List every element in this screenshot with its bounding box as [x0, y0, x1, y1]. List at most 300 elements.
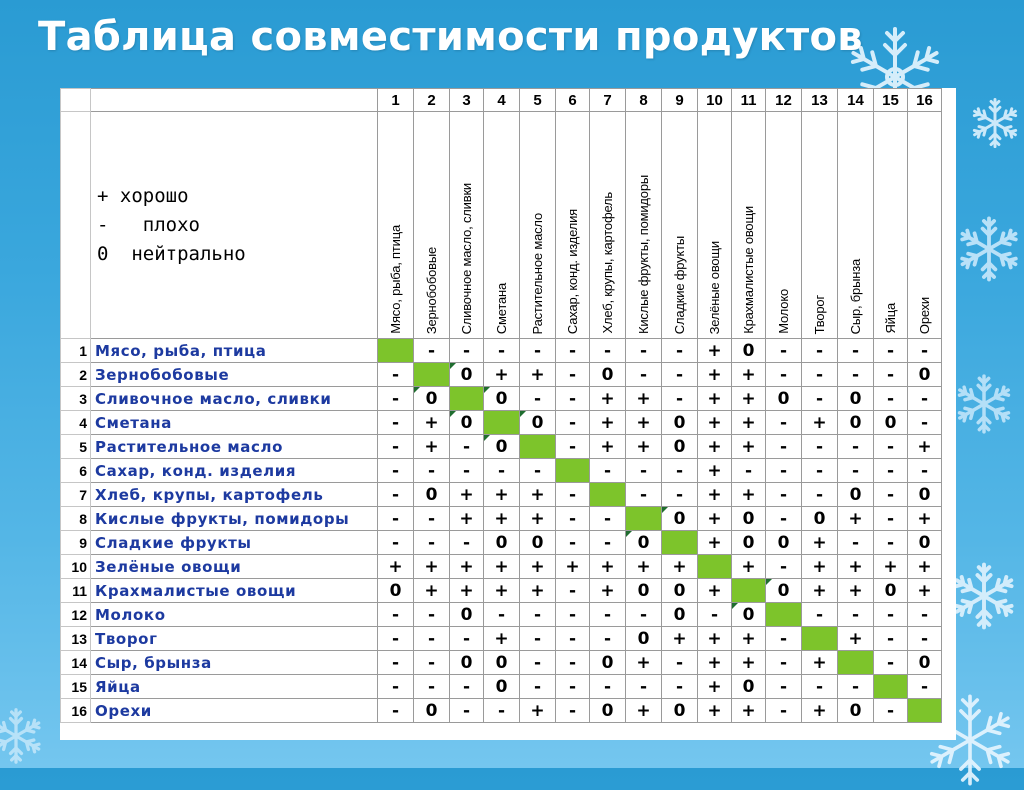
compatibility-cell: - [874, 603, 908, 627]
compatibility-cell: - [590, 627, 626, 651]
compatibility-cell: + [908, 579, 942, 603]
row-label: Творог [91, 627, 378, 651]
table-row [61, 651, 942, 675]
column-label: Молоко [776, 289, 791, 334]
compatibility-sheet [60, 88, 956, 740]
table-row [61, 531, 942, 555]
compatibility-cell: - [378, 627, 414, 651]
compatibility-cell: 0 [450, 603, 484, 627]
row-label: Молоко [91, 603, 378, 627]
column-header [520, 112, 556, 339]
compatibility-cell: + [732, 699, 766, 723]
compatibility-cell: - [766, 651, 802, 675]
compatibility-cell: 0 [662, 603, 698, 627]
compatibility-cell: - [698, 603, 732, 627]
compatibility-cell: - [626, 483, 662, 507]
compatibility-cell: - [908, 459, 942, 483]
diagonal-cell [626, 507, 662, 531]
compatibility-cell: + [838, 555, 874, 579]
compatibility-cell: + [698, 531, 732, 555]
column-number: 4 [484, 89, 520, 112]
compatibility-cell: - [802, 483, 838, 507]
table-row [61, 555, 942, 579]
compatibility-cell: 0 [626, 531, 662, 555]
compatibility-cell: + [450, 555, 484, 579]
row-number: 16 [61, 699, 91, 723]
row-label: Кислые фрукты, помидоры [91, 507, 378, 531]
table-row [61, 339, 942, 363]
compatibility-cell: 0 [732, 603, 766, 627]
table-row [61, 579, 942, 603]
compatibility-cell: - [802, 603, 838, 627]
compatibility-cell: + [698, 387, 732, 411]
compatibility-cell: + [732, 651, 766, 675]
column-label: Крахмалистые овощи [741, 206, 756, 334]
compatibility-cell: - [414, 603, 450, 627]
compatibility-cell: + [484, 363, 520, 387]
compatibility-cell: - [766, 411, 802, 435]
compatibility-cell: 0 [520, 411, 556, 435]
row-label: Сыр, брынза [91, 651, 378, 675]
table-row [61, 603, 942, 627]
compatibility-cell: 0 [626, 579, 662, 603]
compatibility-cell: - [874, 483, 908, 507]
corner-cell [61, 89, 91, 112]
snowflake-icon [968, 96, 1022, 150]
compatibility-cell: 0 [414, 387, 450, 411]
diagonal-cell [698, 555, 732, 579]
column-label: Мясо, рыба, птица [388, 225, 403, 334]
row-label: Сметана [91, 411, 378, 435]
compatibility-cell: - [414, 531, 450, 555]
compatibility-cell: + [698, 627, 732, 651]
table-row [61, 387, 942, 411]
compatibility-cell: - [414, 459, 450, 483]
compatibility-cell: - [874, 435, 908, 459]
compatibility-cell: + [484, 627, 520, 651]
compatibility-cell: - [766, 699, 802, 723]
compatibility-cell: - [378, 699, 414, 723]
compatibility-cell: 0 [450, 651, 484, 675]
compatibility-cell: 0 [766, 531, 802, 555]
compatibility-cell: 0 [732, 675, 766, 699]
table-row [61, 627, 942, 651]
compatibility-cell: - [626, 459, 662, 483]
row-label: Сладкие фрукты [91, 531, 378, 555]
column-number: 7 [590, 89, 626, 112]
compatibility-cell: - [414, 651, 450, 675]
table-row [61, 435, 942, 459]
diagonal-cell [378, 339, 414, 363]
compatibility-cell: + [698, 411, 732, 435]
compatibility-cell: + [450, 507, 484, 531]
compatibility-cell: - [662, 363, 698, 387]
compatibility-cell: 0 [626, 627, 662, 651]
compatibility-cell: 0 [874, 579, 908, 603]
compatibility-cell: + [802, 579, 838, 603]
compatibility-cell: - [838, 459, 874, 483]
compatibility-cell: 0 [450, 411, 484, 435]
column-number: 9 [662, 89, 698, 112]
compatibility-cell: - [520, 387, 556, 411]
column-header [450, 112, 484, 339]
compatibility-cell: + [520, 483, 556, 507]
compatibility-cell: - [556, 483, 590, 507]
compatibility-cell: + [732, 483, 766, 507]
compatibility-cell: - [908, 675, 942, 699]
compatibility-cell: + [450, 579, 484, 603]
compatibility-cell: + [590, 387, 626, 411]
compatibility-cell: + [698, 507, 732, 531]
compatibility-cell: - [766, 675, 802, 699]
compatibility-cell: + [698, 339, 732, 363]
compatibility-cell: - [874, 363, 908, 387]
compatibility-cell: + [908, 435, 942, 459]
compatibility-cell: - [520, 651, 556, 675]
compatibility-cell: - [838, 675, 874, 699]
row-number: 8 [61, 507, 91, 531]
row-number: 7 [61, 483, 91, 507]
compatibility-cell: + [732, 411, 766, 435]
compatibility-cell: - [908, 603, 942, 627]
compatibility-cell: - [766, 507, 802, 531]
column-label: Орехи [917, 296, 932, 334]
table-row [61, 699, 942, 723]
column-header [590, 112, 626, 339]
diagonal-cell [450, 387, 484, 411]
compatibility-cell: + [698, 579, 732, 603]
compatibility-cell: - [450, 675, 484, 699]
compatibility-cell: + [520, 363, 556, 387]
compatibility-cell: - [556, 579, 590, 603]
compatibility-cell: - [874, 339, 908, 363]
legend [91, 112, 378, 339]
compatibility-cell: - [874, 507, 908, 531]
column-header [378, 112, 414, 339]
compatibility-cell: 0 [484, 387, 520, 411]
compatibility-cell: 0 [662, 699, 698, 723]
column-header [874, 112, 908, 339]
compatibility-cell: - [414, 339, 450, 363]
row-number: 3 [61, 387, 91, 411]
row-number: 4 [61, 411, 91, 435]
compatibility-cell: - [766, 555, 802, 579]
column-header-row [61, 112, 942, 339]
compatibility-cell: + [662, 555, 698, 579]
compatibility-cell: - [556, 411, 590, 435]
compatibility-cell: - [414, 507, 450, 531]
compatibility-cell: + [414, 555, 450, 579]
column-number: 10 [698, 89, 732, 112]
snowflake-icon [948, 560, 1020, 632]
compatibility-cell: 0 [414, 483, 450, 507]
compatibility-cell: 0 [766, 387, 802, 411]
compatibility-cell: - [520, 459, 556, 483]
compatibility-cell: + [662, 627, 698, 651]
snowflake-icon [0, 706, 46, 766]
compatibility-cell: - [484, 459, 520, 483]
compatibility-cell: + [698, 651, 732, 675]
compatibility-cell: - [556, 339, 590, 363]
row-number: 12 [61, 603, 91, 627]
compatibility-cell: - [378, 363, 414, 387]
row-number: 11 [61, 579, 91, 603]
column-number: 3 [450, 89, 484, 112]
legend-item: + хорошо [97, 184, 189, 207]
compatibility-cell: - [556, 675, 590, 699]
column-number: 11 [732, 89, 766, 112]
compatibility-cell: 0 [484, 675, 520, 699]
compatibility-cell: - [556, 531, 590, 555]
compatibility-cell: + [698, 483, 732, 507]
compatibility-cell: 0 [484, 531, 520, 555]
compatibility-cell: 0 [484, 651, 520, 675]
compatibility-cell: 0 [662, 507, 698, 531]
column-label: Сладкие фрукты [672, 235, 687, 334]
compatibility-cell: + [626, 411, 662, 435]
column-label: Яйца [883, 303, 898, 334]
compatibility-cell: - [802, 387, 838, 411]
diagonal-cell [590, 483, 626, 507]
row-label: Сахар, конд. изделия [91, 459, 378, 483]
column-number: 2 [414, 89, 450, 112]
column-label: Творог [812, 294, 827, 334]
compatibility-cell: - [766, 339, 802, 363]
compatibility-cell: - [450, 435, 484, 459]
compatibility-cell: + [732, 363, 766, 387]
compatibility-cell: - [908, 627, 942, 651]
compatibility-cell: + [414, 411, 450, 435]
compatibility-cell: - [838, 603, 874, 627]
compatibility-cell: + [626, 699, 662, 723]
row-label: Крахмалистые овощи [91, 579, 378, 603]
compatibility-cell: - [662, 651, 698, 675]
compatibility-cell: + [698, 699, 732, 723]
compatibility-cell: - [766, 459, 802, 483]
compatibility-cell: + [908, 507, 942, 531]
row-number: 15 [61, 675, 91, 699]
diagonal-cell [908, 699, 942, 723]
compatibility-cell: + [838, 507, 874, 531]
compatibility-cell: + [626, 555, 662, 579]
compatibility-cell: + [626, 435, 662, 459]
compatibility-cell: + [414, 435, 450, 459]
compatibility-cell: - [908, 339, 942, 363]
compatibility-cell: - [874, 387, 908, 411]
compatibility-cell: 0 [590, 699, 626, 723]
compatibility-cell: + [484, 507, 520, 531]
compatibility-cell: 0 [802, 507, 838, 531]
row-number: 5 [61, 435, 91, 459]
compatibility-cell: - [874, 531, 908, 555]
compatibility-cell: - [908, 411, 942, 435]
compatibility-cell: - [662, 483, 698, 507]
row-number: 13 [61, 627, 91, 651]
compatibility-cell: - [626, 339, 662, 363]
compatibility-cell: - [556, 435, 590, 459]
compatibility-cell: 0 [450, 363, 484, 387]
compatibility-cell: - [590, 675, 626, 699]
compatibility-cell: - [802, 675, 838, 699]
compatibility-cell: + [802, 531, 838, 555]
compatibility-cell: - [590, 531, 626, 555]
compatibility-cell: - [590, 339, 626, 363]
compatibility-cell: - [838, 339, 874, 363]
compatibility-cell: - [626, 675, 662, 699]
compatibility-cell: 0 [662, 411, 698, 435]
compatibility-cell: 0 [520, 531, 556, 555]
row-label: Яйца [91, 675, 378, 699]
compatibility-cell: + [838, 579, 874, 603]
compatibility-cell: + [732, 555, 766, 579]
column-label: Сливочное масло, сливки [459, 182, 474, 334]
column-number: 6 [556, 89, 590, 112]
column-number-row [61, 89, 942, 112]
column-label: Зелёные овощи [707, 240, 722, 334]
compatibility-cell: - [450, 531, 484, 555]
compatibility-cell: - [556, 603, 590, 627]
column-header [838, 112, 874, 339]
compatibility-cell: + [590, 435, 626, 459]
compatibility-cell: - [378, 675, 414, 699]
compatibility-cell: 0 [732, 339, 766, 363]
table-row [61, 459, 942, 483]
compatibility-cell: - [450, 699, 484, 723]
compatibility-cell: - [908, 387, 942, 411]
compatibility-cell: 0 [908, 531, 942, 555]
diagonal-cell [874, 675, 908, 699]
compatibility-cell: - [838, 435, 874, 459]
compatibility-cell: 0 [838, 411, 874, 435]
compatibility-cell: 0 [662, 579, 698, 603]
compatibility-cell: - [378, 483, 414, 507]
compatibility-cell: + [698, 363, 732, 387]
row-number: 9 [61, 531, 91, 555]
compatibility-cell: 0 [414, 699, 450, 723]
compatibility-cell: + [802, 555, 838, 579]
compatibility-cell: - [732, 459, 766, 483]
compatibility-cell: + [626, 651, 662, 675]
column-header [662, 112, 698, 339]
compatibility-cell: 0 [838, 387, 874, 411]
compatibility-cell: - [874, 627, 908, 651]
compatibility-cell: + [908, 555, 942, 579]
compatibility-cell: 0 [838, 483, 874, 507]
column-header [414, 112, 450, 339]
compatibility-cell: 0 [908, 483, 942, 507]
compatibility-cell: - [378, 531, 414, 555]
compatibility-cell: - [838, 363, 874, 387]
compatibility-cell: - [626, 603, 662, 627]
table-row [61, 411, 942, 435]
diagonal-cell [732, 579, 766, 603]
compatibility-cell: + [414, 579, 450, 603]
diagonal-cell [766, 603, 802, 627]
compatibility-cell: + [484, 555, 520, 579]
compatibility-cell: 0 [908, 363, 942, 387]
column-label: Растительное масло [530, 212, 545, 334]
compatibility-cell: + [590, 579, 626, 603]
compatibility-cell: - [484, 603, 520, 627]
compatibility-cell: - [378, 507, 414, 531]
diagonal-cell [838, 651, 874, 675]
compatibility-cell: - [802, 339, 838, 363]
row-label: Хлеб, крупы, картофель [91, 483, 378, 507]
legend-item: - плохо [97, 213, 200, 236]
compatibility-cell: - [802, 363, 838, 387]
table-row [61, 363, 942, 387]
column-number: 15 [874, 89, 908, 112]
compatibility-cell: + [520, 699, 556, 723]
diagonal-cell [556, 459, 590, 483]
compatibility-cell: - [484, 339, 520, 363]
compatibility-table [60, 88, 942, 723]
compatibility-cell: - [662, 339, 698, 363]
column-number: 13 [802, 89, 838, 112]
compatibility-cell: + [590, 555, 626, 579]
row-label: Зернобобовые [91, 363, 378, 387]
compatibility-cell: - [450, 459, 484, 483]
row-label: Сливочное масло, сливки [91, 387, 378, 411]
compatibility-cell: 0 [378, 579, 414, 603]
column-header [908, 112, 942, 339]
compatibility-cell: - [766, 627, 802, 651]
compatibility-cell: - [874, 651, 908, 675]
compatibility-cell: - [766, 363, 802, 387]
compatibility-cell: - [838, 531, 874, 555]
compatibility-cell: + [556, 555, 590, 579]
compatibility-cell: + [802, 699, 838, 723]
diagonal-cell [662, 531, 698, 555]
table-row [61, 507, 942, 531]
compatibility-cell: - [378, 603, 414, 627]
table-row [61, 675, 942, 699]
row-number: 6 [61, 459, 91, 483]
compatibility-cell: + [802, 411, 838, 435]
compatibility-cell: + [520, 507, 556, 531]
compatibility-cell: - [590, 459, 626, 483]
compatibility-cell: - [590, 507, 626, 531]
compatibility-cell: - [378, 435, 414, 459]
column-number: 5 [520, 89, 556, 112]
column-label: Сыр, брынза [848, 258, 863, 334]
compatibility-cell: 0 [732, 507, 766, 531]
diagonal-cell [484, 411, 520, 435]
compatibility-cell: 0 [908, 651, 942, 675]
compatibility-cell: - [766, 435, 802, 459]
compatibility-cell: - [520, 339, 556, 363]
compatibility-cell: + [732, 387, 766, 411]
compatibility-cell: - [874, 699, 908, 723]
compatibility-cell: - [520, 675, 556, 699]
column-label: Хлеб, крупы, картофель [600, 192, 615, 334]
compatibility-cell: + [698, 459, 732, 483]
compatibility-cell: - [556, 387, 590, 411]
compatibility-cell: - [802, 459, 838, 483]
column-header [802, 112, 838, 339]
compatibility-cell: 0 [484, 435, 520, 459]
diagonal-cell [802, 627, 838, 651]
compatibility-cell: + [732, 627, 766, 651]
column-header [732, 112, 766, 339]
column-number: 8 [626, 89, 662, 112]
row-number: 14 [61, 651, 91, 675]
compatibility-cell: - [520, 627, 556, 651]
row-number: 10 [61, 555, 91, 579]
compatibility-cell: + [698, 675, 732, 699]
compatibility-cell: - [378, 387, 414, 411]
compatibility-cell: 0 [874, 411, 908, 435]
